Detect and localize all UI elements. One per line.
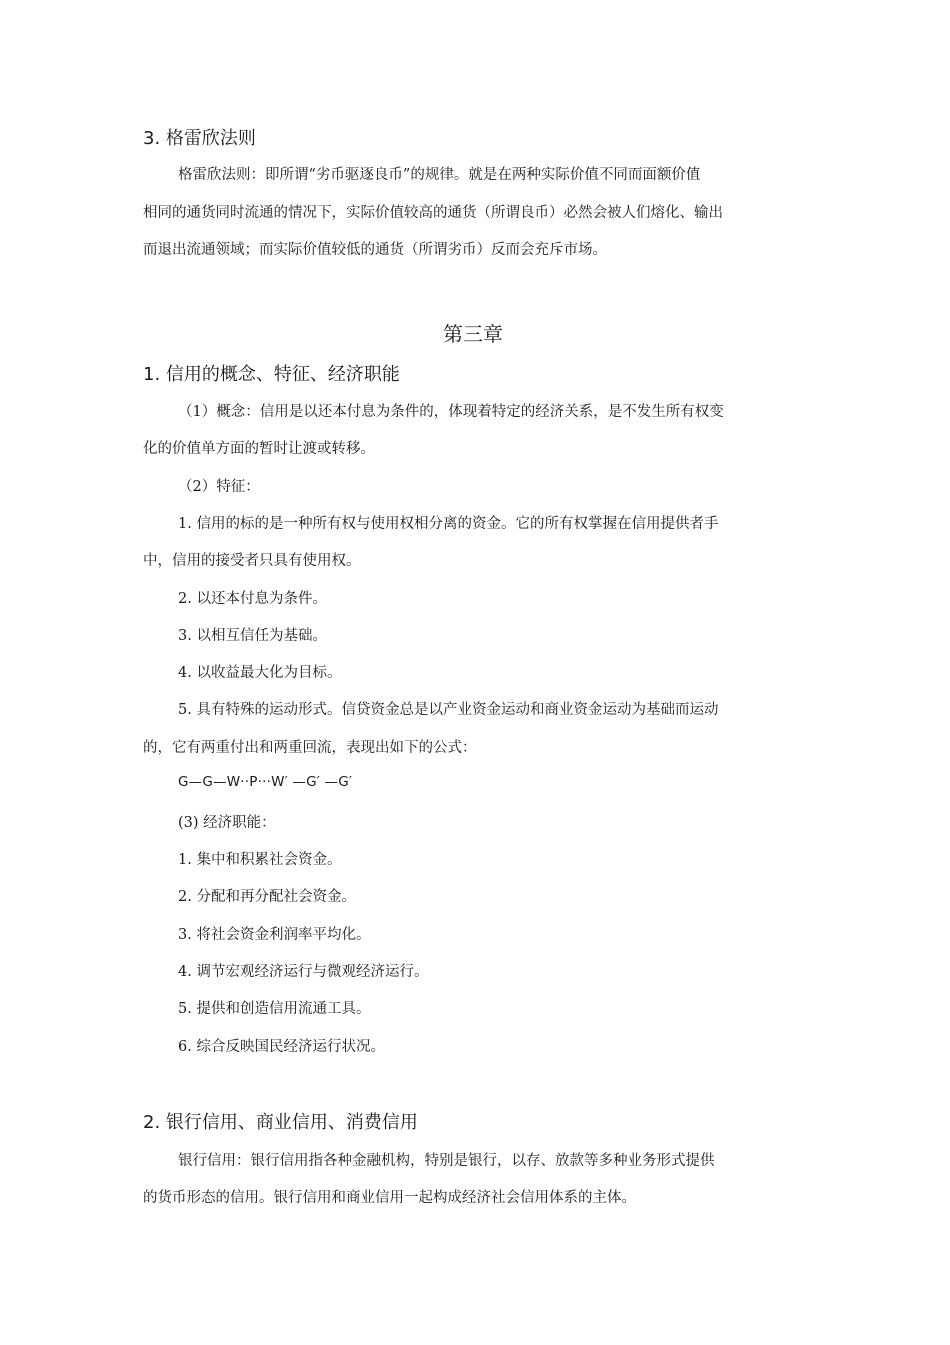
- list-item: 5. 提供和创造信用流通工具。: [178, 1001, 371, 1017]
- functions-label: (3) 经济职能：: [178, 815, 276, 831]
- features-label: （2）特征：: [178, 479, 260, 495]
- paragraph-line: 格雷欣法则：即所谓“劣币驱逐良币”的规律。就是在两种实际价值不同而面额价值: [178, 167, 701, 183]
- paragraph-line: 化的价值单方面的暂时让渡或转移。: [143, 441, 375, 457]
- list-item: 1. 集中和积累社会资金。: [178, 852, 342, 868]
- paragraph-line: 相同的通货同时流通的情况下，实际价值较高的通货（所谓良币）必然会被人们熔化、输出: [143, 205, 723, 221]
- chapter-title: 第三章: [443, 322, 503, 346]
- paragraph-line: 而退出流通领域；而实际价值较低的通货（所谓劣币）反而会充斥市场。: [143, 242, 607, 258]
- paragraph-line: 银行信用：银行信用指各种金融机构，特别是银行，以存、放款等多种业务形式提供: [178, 1153, 715, 1169]
- list-item: 3. 以相互信任为基础。: [178, 628, 327, 644]
- list-item: 2. 以还本付息为条件。: [178, 591, 327, 607]
- section-heading-credit: 1. 信用的概念、特征、经济职能: [143, 364, 400, 385]
- list-item: 3. 将社会资金利润率平均化。: [178, 927, 371, 943]
- list-item: 4. 调节宏观经济运行与微观经济运行。: [178, 964, 429, 980]
- paragraph-line: （1）概念：信用是以还本付息为条件的，体现着特定的经济关系，是不发生所有权变: [178, 404, 724, 420]
- list-item: 5. 具有特殊的运动形式。信贷资金总是以产业资金运动和商业资金运动为基础而运动: [178, 702, 719, 718]
- list-item: 4. 以收益最大化为目标。: [178, 665, 342, 681]
- list-item: 1. 信用的标的是一种所有权与使用权相分离的资金。它的所有权掌握在信用提供者手: [178, 516, 719, 532]
- paragraph-line: 的货币形态的信用。银行信用和商业信用一起构成经济社会信用体系的主体。: [143, 1190, 636, 1206]
- list-item: 2. 分配和再分配社会资金。: [178, 889, 356, 905]
- section-heading-bank-credit: 2. 银行信用、商业信用、消费信用: [143, 1112, 418, 1133]
- list-item: 6. 综合反映国民经济运行状况。: [178, 1039, 385, 1055]
- list-item-continuation: 的，它有两重付出和两重回流，表现出如下的公式：: [143, 740, 477, 756]
- list-item-continuation: 中，信用的接受者只具有使用权。: [143, 553, 361, 569]
- credit-circulation-formula: G—G—W··P···W′ —G′ —G′: [178, 774, 353, 790]
- section-heading-gresham: 3. 格雷欣法则: [143, 128, 256, 149]
